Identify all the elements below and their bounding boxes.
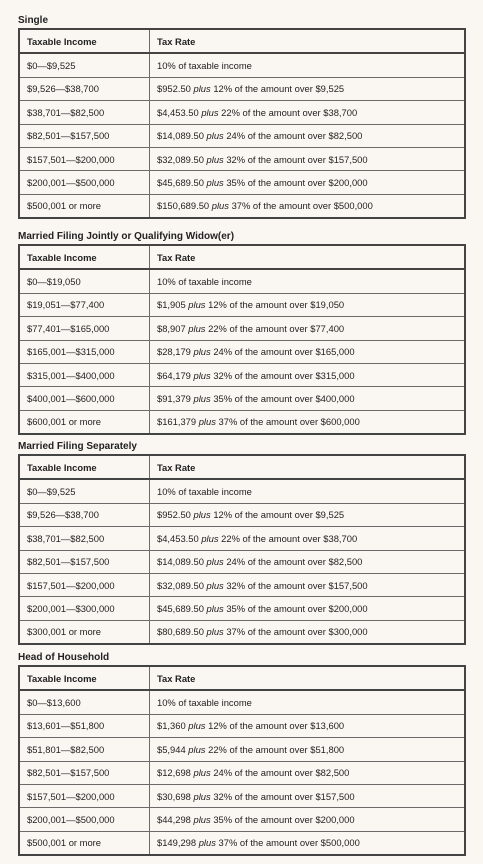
- rate-cell: [150, 738, 466, 761]
- base-tax: $149,298: [157, 837, 197, 849]
- rate-cell: [150, 317, 466, 340]
- rate-cell: [150, 714, 466, 737]
- income-cell: $400,001—$600,000: [19, 387, 150, 410]
- plus-word: plus: [193, 369, 211, 381]
- income-cell: $9,526—$38,700: [19, 503, 150, 526]
- section-head-of-household: [18, 651, 466, 856]
- rate-text: 10% of taxable income: [157, 697, 252, 709]
- marginal-rate: 22% of the amount over $77,400: [208, 322, 345, 334]
- marginal-rate: 35% of the amount over $400,000: [213, 393, 355, 405]
- table-row: [19, 503, 465, 526]
- table-row: [19, 550, 465, 573]
- plus-word: plus: [206, 603, 224, 615]
- table-row: [19, 808, 465, 831]
- rate-cell: [150, 171, 466, 194]
- income-cell: $300,001 or more: [19, 620, 150, 644]
- table-row: [19, 573, 465, 596]
- income-cell: $51,801—$82,500: [19, 738, 150, 761]
- income-cell: $165,001—$315,000: [19, 340, 150, 363]
- rate-cell: [150, 597, 466, 620]
- base-tax: $4,453.50: [157, 106, 199, 118]
- table-header-row: [19, 29, 465, 53]
- base-tax: $952.50: [157, 509, 191, 521]
- rate-cell: [150, 293, 466, 316]
- table-row: [19, 194, 465, 218]
- plus-word: plus: [201, 106, 219, 118]
- plus-word: plus: [206, 556, 224, 568]
- rate-cell: [150, 831, 466, 855]
- income-cell: $0—$9,525: [19, 479, 150, 503]
- marginal-rate: 12% of the amount over $9,525: [213, 509, 345, 521]
- income-cell: $200,001—$300,000: [19, 597, 150, 620]
- base-tax: $32,089.50: [157, 153, 204, 165]
- rate-cell: [150, 573, 466, 596]
- income-cell: $500,001 or more: [19, 831, 150, 855]
- table-row: [19, 77, 465, 100]
- plus-word: plus: [198, 837, 216, 849]
- base-tax: $8,907: [157, 322, 186, 334]
- table-row: [19, 387, 465, 410]
- table-row: [19, 479, 465, 503]
- marginal-rate: 35% of the amount over $200,000: [226, 177, 368, 189]
- marginal-rate: 12% of the amount over $19,050: [208, 299, 345, 311]
- column-header-rate: Tax Rate: [150, 455, 466, 479]
- rate-cell: [150, 269, 466, 293]
- base-tax: $161,379: [157, 416, 197, 428]
- table-row: [19, 147, 465, 170]
- income-cell: $0—$9,525: [19, 53, 150, 77]
- base-tax: $14,089.50: [157, 556, 204, 568]
- income-cell: $82,501—$157,500: [19, 550, 150, 573]
- income-cell: $200,001—$500,000: [19, 808, 150, 831]
- marginal-rate: 24% of the amount over $82,500: [226, 130, 363, 142]
- marginal-rate: 32% of the amount over $157,500: [213, 790, 355, 802]
- marginal-rate: 24% of the amount over $82,500: [213, 767, 350, 779]
- marginal-rate: 37% of the amount over $500,000: [218, 837, 360, 849]
- income-cell: $19,051—$77,400: [19, 293, 150, 316]
- rate-text: 10% of taxable income: [157, 60, 252, 72]
- table-row: [19, 690, 465, 714]
- table-row: [19, 293, 465, 316]
- marginal-rate: 12% of the amount over $13,600: [208, 720, 345, 732]
- plus-word: plus: [188, 299, 206, 311]
- table-row: [19, 738, 465, 761]
- plus-word: plus: [198, 416, 216, 428]
- income-cell: $0—$13,600: [19, 690, 150, 714]
- base-tax: $45,689.50: [157, 177, 204, 189]
- rate-cell: [150, 690, 466, 714]
- rate-cell: [150, 550, 466, 573]
- income-cell: $38,701—$82,500: [19, 101, 150, 124]
- table-row: [19, 714, 465, 737]
- income-cell: $315,001—$400,000: [19, 363, 150, 386]
- column-header-income: Taxable Income: [19, 245, 150, 269]
- base-tax: $28,179: [157, 346, 191, 358]
- marginal-rate: 32% of the amount over $157,500: [226, 579, 368, 591]
- marginal-rate: 24% of the amount over $165,000: [213, 346, 355, 358]
- rate-cell: [150, 363, 466, 386]
- rate-cell: [150, 761, 466, 784]
- column-header-income: Taxable Income: [19, 666, 150, 690]
- rate-cell: [150, 620, 466, 644]
- table-row: [19, 831, 465, 855]
- table-row: [19, 620, 465, 644]
- income-cell: $157,501—$200,000: [19, 784, 150, 807]
- rate-cell: [150, 124, 466, 147]
- base-tax: $44,298: [157, 814, 191, 826]
- plus-word: plus: [193, 393, 211, 405]
- column-header-rate: Tax Rate: [150, 245, 466, 269]
- income-cell: $82,501—$157,500: [19, 124, 150, 147]
- table-header-row: [19, 666, 465, 690]
- marginal-rate: 37% of the amount over $500,000: [231, 200, 373, 212]
- base-tax: $150,689.50: [157, 200, 210, 212]
- rate-text: 10% of taxable income: [157, 276, 252, 288]
- rate-cell: [150, 410, 466, 434]
- plus-word: plus: [193, 767, 211, 779]
- base-tax: $952.50: [157, 83, 191, 95]
- plus-word: plus: [201, 532, 219, 544]
- column-header-income: Taxable Income: [19, 455, 150, 479]
- rate-cell: [150, 784, 466, 807]
- base-tax: $32,089.50: [157, 579, 204, 591]
- plus-word: plus: [206, 177, 224, 189]
- column-header-income: Taxable Income: [19, 29, 150, 53]
- marginal-rate: 37% of the amount over $300,000: [226, 626, 368, 638]
- base-tax: $45,689.50: [157, 603, 204, 615]
- income-cell: $38,701—$82,500: [19, 527, 150, 550]
- column-header-rate: Tax Rate: [150, 29, 466, 53]
- plus-word: plus: [188, 720, 206, 732]
- marginal-rate: 32% of the amount over $157,500: [226, 153, 368, 165]
- base-tax: $4,453.50: [157, 532, 199, 544]
- income-cell: $157,501—$200,000: [19, 573, 150, 596]
- base-tax: $30,698: [157, 790, 191, 802]
- rate-cell: [150, 479, 466, 503]
- tax-table: [18, 454, 466, 645]
- table-row: [19, 597, 465, 620]
- table-header-row: [19, 245, 465, 269]
- marginal-rate: 22% of the amount over $38,700: [221, 532, 358, 544]
- table-row: [19, 527, 465, 550]
- rate-cell: [150, 387, 466, 410]
- tax-table: [18, 665, 466, 856]
- table-row: [19, 53, 465, 77]
- income-cell: $9,526—$38,700: [19, 77, 150, 100]
- tax-table: [18, 28, 466, 219]
- income-cell: $13,601—$51,800: [19, 714, 150, 737]
- marginal-rate: 35% of the amount over $200,000: [213, 814, 355, 826]
- section-married-jointly: [18, 230, 466, 435]
- plus-word: plus: [206, 153, 224, 165]
- income-cell: $500,001 or more: [19, 194, 150, 218]
- table-row: [19, 784, 465, 807]
- plus-word: plus: [193, 790, 211, 802]
- table-row: [19, 761, 465, 784]
- rate-cell: [150, 77, 466, 100]
- rate-cell: [150, 194, 466, 218]
- marginal-rate: 12% of the amount over $9,525: [213, 83, 345, 95]
- plus-word: plus: [193, 346, 211, 358]
- marginal-rate: 37% of the amount over $600,000: [218, 416, 360, 428]
- base-tax: $91,379: [157, 393, 191, 405]
- table-row: [19, 363, 465, 386]
- plus-word: plus: [206, 579, 224, 591]
- plus-word: plus: [193, 814, 211, 826]
- base-tax: $5,944: [157, 743, 186, 755]
- table-row: [19, 269, 465, 293]
- section-title: Married Filing Separately: [18, 441, 137, 452]
- base-tax: $80,689.50: [157, 626, 204, 638]
- marginal-rate: 35% of the amount over $200,000: [226, 603, 368, 615]
- marginal-rate: 22% of the amount over $51,800: [208, 743, 345, 755]
- section-single: [18, 14, 466, 219]
- column-header-rate: Tax Rate: [150, 666, 466, 690]
- rate-cell: [150, 503, 466, 526]
- section-married-separately: [18, 440, 466, 645]
- rate-cell: [150, 101, 466, 124]
- section-title: Married Filing Jointly or Qualifying Widow(er): [18, 231, 235, 242]
- plus-word: plus: [193, 83, 211, 95]
- table-row: [19, 340, 465, 363]
- plus-word: plus: [211, 200, 229, 212]
- plus-word: plus: [188, 743, 206, 755]
- plus-word: plus: [193, 509, 211, 521]
- rate-cell: [150, 527, 466, 550]
- tax-table: [18, 244, 466, 435]
- rate-cell: [150, 340, 466, 363]
- plus-word: plus: [188, 322, 206, 334]
- income-cell: $77,401—$165,000: [19, 317, 150, 340]
- marginal-rate: 32% of the amount over $315,000: [213, 369, 355, 381]
- marginal-rate: 22% of the amount over $38,700: [221, 106, 358, 118]
- income-cell: $0—$19,050: [19, 269, 150, 293]
- plus-word: plus: [206, 130, 224, 142]
- income-cell: $200,001—$500,000: [19, 171, 150, 194]
- plus-word: plus: [206, 626, 224, 638]
- income-cell: $157,501—$200,000: [19, 147, 150, 170]
- table-row: [19, 124, 465, 147]
- rate-cell: [150, 53, 466, 77]
- section-title: Single: [18, 15, 49, 26]
- table-row: [19, 410, 465, 434]
- table-row: [19, 171, 465, 194]
- marginal-rate: 24% of the amount over $82,500: [226, 556, 363, 568]
- base-tax: $64,179: [157, 369, 191, 381]
- section-title: Head of Household: [18, 652, 110, 663]
- table-row: [19, 101, 465, 124]
- rate-text: 10% of taxable income: [157, 486, 252, 498]
- base-tax: $1,905: [157, 299, 186, 311]
- table-header-row: [19, 455, 465, 479]
- rate-cell: [150, 147, 466, 170]
- base-tax: $14,089.50: [157, 130, 204, 142]
- income-cell: $82,501—$157,500: [19, 761, 150, 784]
- base-tax: $1,360: [157, 720, 186, 732]
- rate-cell: [150, 808, 466, 831]
- table-row: [19, 317, 465, 340]
- income-cell: $600,001 or more: [19, 410, 150, 434]
- base-tax: $12,698: [157, 767, 191, 779]
